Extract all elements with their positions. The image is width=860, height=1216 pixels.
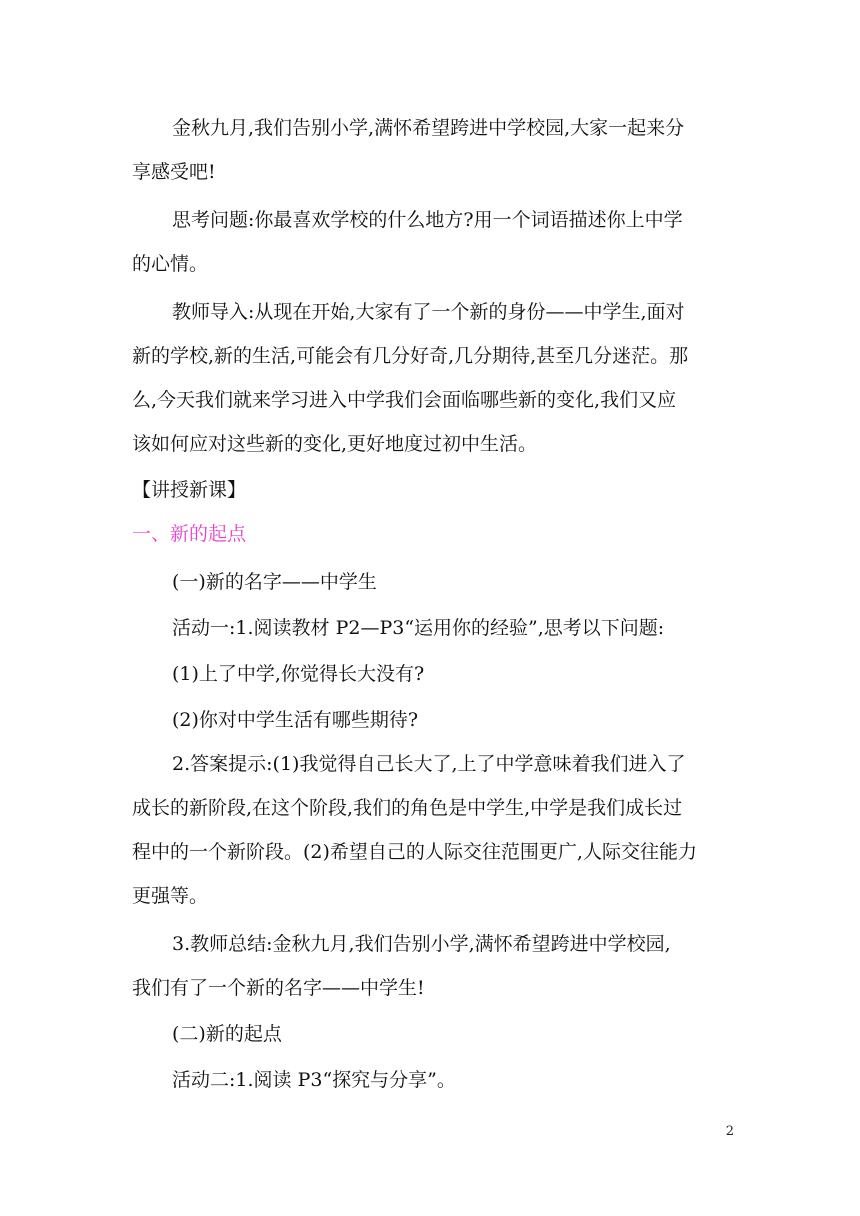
paragraph-teacher-intro-line-1: 教师导入:从现在开始,大家有了一个新的身份——中学生,面对 [172, 301, 685, 323]
question-2: (2)你对中学生活有哪些期待? [172, 709, 419, 731]
paragraph-intro-line-2: 享感受吧! [132, 161, 216, 183]
subheading-new-start: (二)新的起点 [172, 1023, 282, 1045]
answer-hint-line-3: 程中的一个新阶段。(2)希望自己的人际交往范围更广,人际交往能力 [132, 841, 697, 863]
teacher-summary-line-1: 3.教师总结:金秋九月,我们告别小学,满怀希望跨进中学校园, [172, 933, 671, 955]
section-heading-lecture: 【讲授新课】 [132, 479, 247, 501]
answer-hint-line-1: 2.答案提示:(1)我觉得自己长大了,上了中学意味着我们进入了 [172, 753, 686, 775]
teacher-summary-line-2: 我们有了一个新的名字——中学生! [132, 977, 425, 999]
activity-one-line: 活动一:1.阅读教材 P2—P3“运用你的经验”,思考以下问题: [172, 617, 665, 639]
paragraph-teacher-intro-line-3: 么,今天我们就来学习进入中学我们会面临哪些新的变化,我们又应 [132, 389, 677, 411]
answer-hint-line-4: 更强等。 [132, 885, 209, 907]
paragraph-question-line-2: 的心情。 [132, 253, 209, 275]
paragraph-intro-line-1: 金秋九月,我们告别小学,满怀希望跨进中学校园,大家一起来分 [172, 117, 685, 139]
paragraph-question-line-1: 思考问题:你最喜欢学校的什么地方?用一个词语描述你上中学 [172, 209, 683, 231]
subheading-new-name: (一)新的名字——中学生 [172, 571, 377, 593]
paragraph-teacher-intro-line-2: 新的学校,新的生活,可能会有几分好奇,几分期待,甚至几分迷茫。那 [132, 345, 689, 367]
question-1: (1)上了中学,你觉得长大没有? [172, 663, 425, 685]
section-heading-new-start: 一、新的起点 [132, 523, 247, 545]
answer-hint-line-2: 成长的新阶段,在这个阶段,我们的角色是中学生,中学是我们成长过 [132, 797, 683, 819]
activity-two-line: 活动二:1.阅读 P3“探究与分享”。 [172, 1069, 456, 1091]
paragraph-teacher-intro-line-4: 该如何应对这些新的变化,更好地度过初中生活。 [132, 433, 538, 455]
page-number: 2 [725, 1124, 734, 1139]
